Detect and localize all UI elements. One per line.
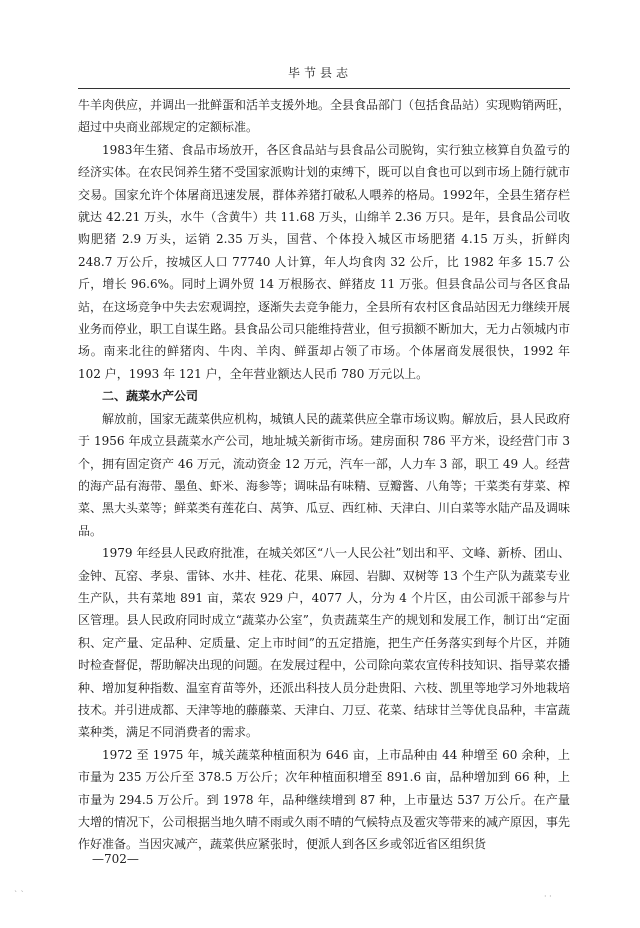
page-number: —702— [92,852,139,866]
scan-corner-mark: ` ` [14,890,25,899]
paragraph-continued: 牛羊肉供应，并调出一批鲜蛋和活羊支援外地。全县食品部门（包括食品站）实现购销两旺，超过中央商业部规定的定额标准。 [78,98,571,135]
paragraph-1972-1978-output: 1972 至 1975 年，城关蔬菜种植面积为 646 亩，上市品种由 44 种增至 60 余种，上市量为 235 万公斤至 378.5 万公斤；次年种植面积增至 891.6 亩，品种增加到 66 种，上市量为 294.5 万公斤。到 1978 年，品种继续增到 87 种，上市量达 537 万公斤。在产量大增的情况下，公司根据当地久晴不雨或久雨不晴的气候特点及雹灾等带来的减产原因，事先作好准备。当因灾减产，蔬菜供应紧张时，便派人到各区乡或邻近省区组织货 [78,747,571,852]
section-heading-vegetable-aquatic-company: 二、蔬菜水产公司 [102,389,199,404]
paragraph-food-market-1983: 1983年生猪、食品市场放开，各区食品站与县食品公司脱钩，实行独立核算自负盈亏的经济实体。在农民饲养生猪不受国家派购计划的束缚下，既可以自食也可以到市场上随行就市交易。国家允许个体屠商迅速发展，群体养猪打破私人喂养的格局。1992年，全县生猪存栏就达 42.21 万头，水牛（含黄牛）共 11.68 万头，山绵羊 2.36 万只。是年，县食品公司收购肥猪 2.9 万头，运销 2.35 万头，国营、个体投入城区市场肥猪 4.15 万头，折鲜肉 248.7 万公斤，按城区人口 77740 人计算，年人均食肉 32 公斤，比 1982 年多 15.7 公斤，增长 96.6%。同时上调外贸 14 万根肠衣、鲜猪皮 11 万张。但县食品公司与各区食品站，在这场竞争中失去宏观调控，逐渐失去竞争能力，全县所有农村区食品站因无力继续开展业务而停业，职工自谋生路。县食品公司只能维持营业，但亏损额不断加大，无力占领城内市场。南来北往的鲜猪肉、牛肉、羊肉、鲜蛋却占领了市场。个体屠商发展很快，1992 年 102 户，1993 年 121 户，全年营业额达人民币 780 万元以上。 [78,142,571,381]
body-text [78,94,570,856]
paragraph-vegetable-company-founding: 解放前，国家无蔬菜供应机构，城镇人民的蔬菜供应全靠市场议购。解放后，县人民政府于 1956 年成立县蔬菜水产公司，地址城关新街市场。建房面积 786 平方米，设经营门市 3 个，拥有固定资产 46 万元，流动资金 12 万元，汽车一部，人力车 3 部，职工 49 人。经营的海产品有海带、墨鱼、虾米、海参等；调味品有味精、豆瓣酱、八角等；干菜类有芽菜、榨菜、黑大头菜等；鲜菜类有莲花白、莴笋、瓜豆、西红柿、天津白、川白菜等水陆产品及调味品。 [78,411,571,538]
header-rule [78,88,570,89]
running-header-title: 毕节县志 [287,66,352,80]
paragraph-1979-production-teams: 1979 年经县人民政府批准，在城关郊区“八一人民公社”划出和平、文峰、新桥、团山、金钟、瓦窑、孝泉、雷钵、水井、桂花、花果、麻园、岩脚、双树等 13 个生产队为蔬菜专业生产队，共有菜地 891 亩，菜农 929 户，4077 人，分为 4 个片区，由公司派干部参与片区管理。县人民政府同时成立“蔬菜办公室”，负责蔬菜生产的规划和发展工作，制订出“定面积、定产量、定品种、定质量、定上市时间”的五定措施，把生产任务落实到每个片区，并随时检查督促，帮助解决出现的问题。在发展过程中，公司除向菜农宣传科技知识、指导菜农播种、增加复种指数、温室育苗等外，还派出科技人员分赴贵阳、六枝、凯里等地学习外地栽培技术。并引进成都、天津等地的藤藤菜、天津白、刀豆、花菜、结球甘兰等优良品种，丰富蔬菜种类，满足不同消费者的需求。 [78,546,571,740]
scan-corner-mark: · · [544,892,552,901]
